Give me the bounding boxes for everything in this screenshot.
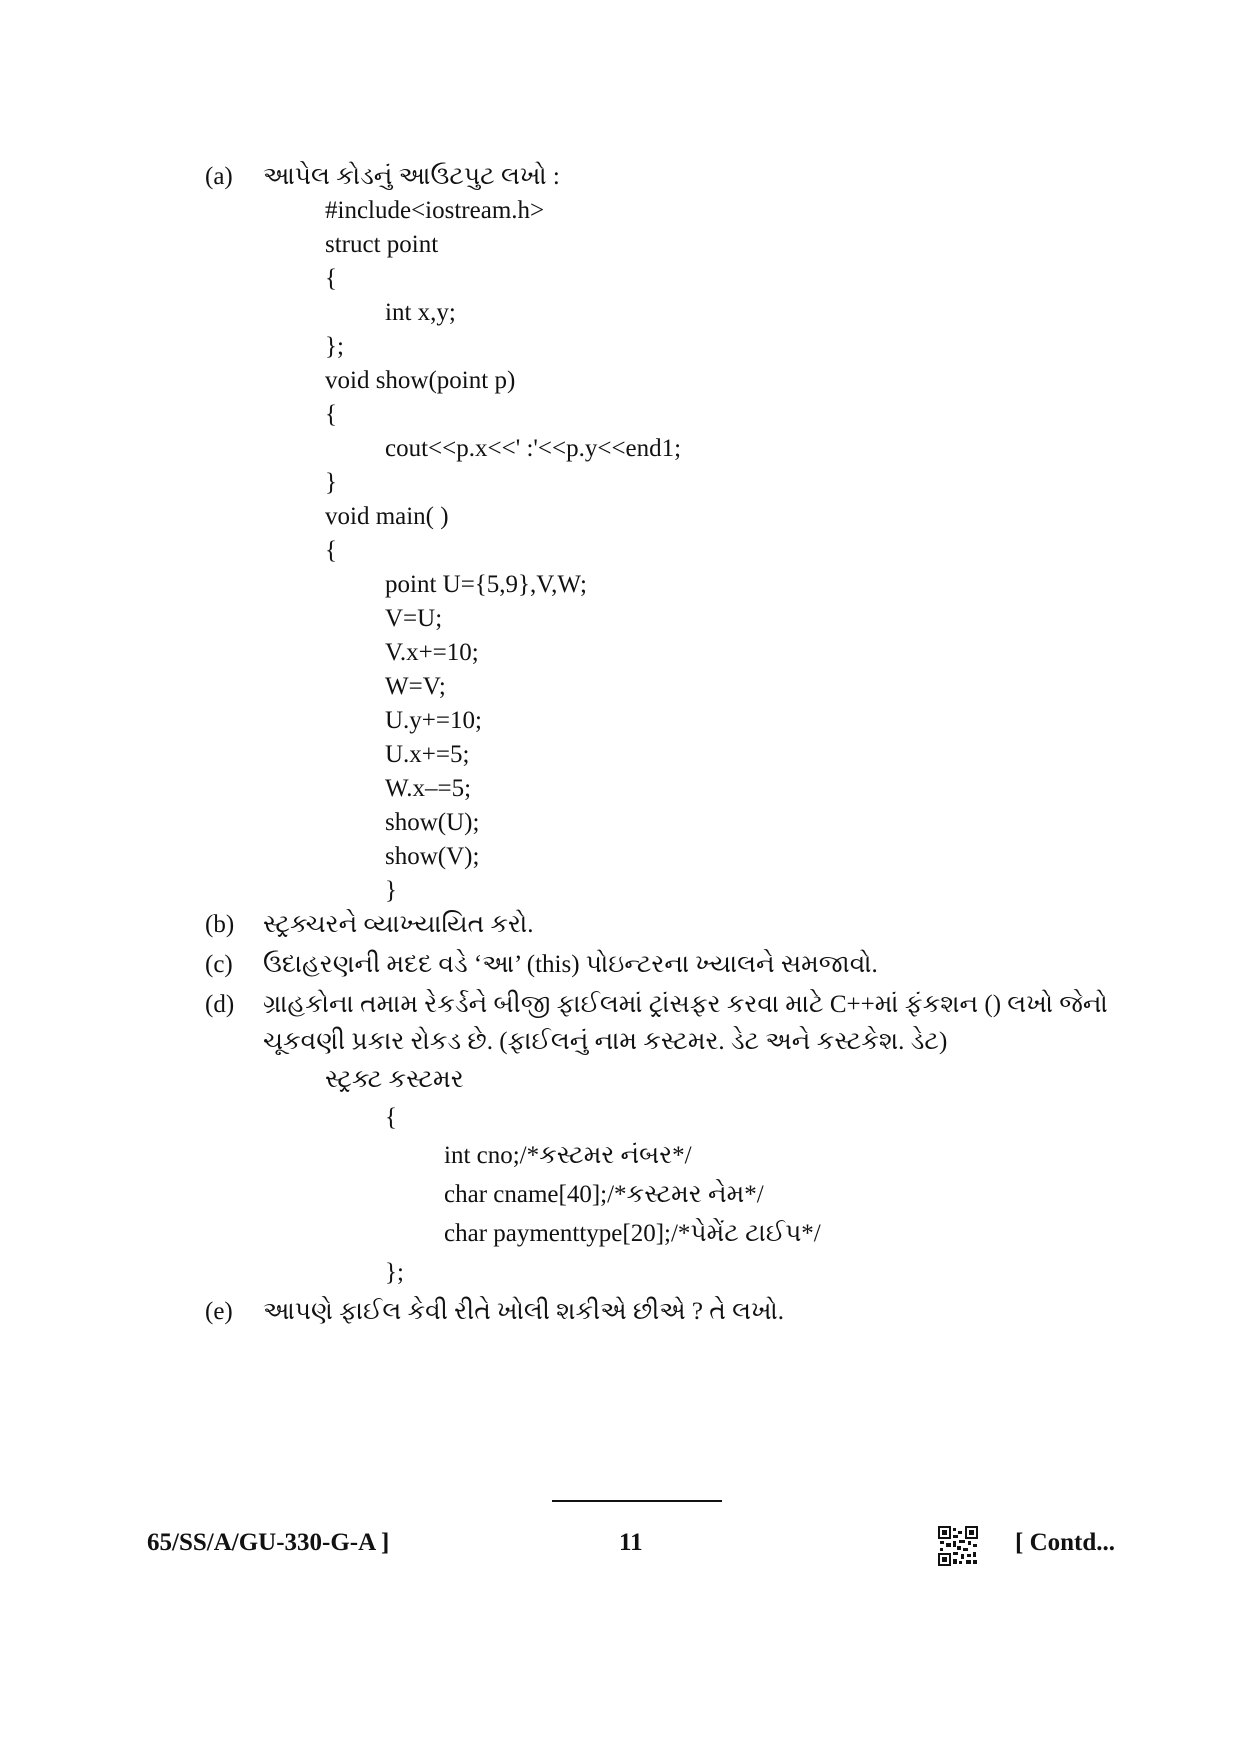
code-line: { <box>385 1104 397 1131</box>
question-c-text: ઉદાહરણની મદદ વડે ‘આ’ (this) પોઇન્ટરના ખ્યાલને સમજાવો. <box>263 951 878 978</box>
code-line: { <box>325 265 337 292</box>
end-rule <box>552 1500 722 1502</box>
code-line: W=V; <box>385 673 446 700</box>
code-line: int cno;/*કસ્ટમર નંબર*/ <box>444 1142 692 1169</box>
qr-code-icon <box>938 1526 978 1566</box>
code-line: }; <box>325 333 344 360</box>
code-line: char paymenttype[20];/*પેમેંટ ટાઈપ*/ <box>444 1220 821 1247</box>
code-line: cout<<p.x<<' :'<<p.y<<end1; <box>385 435 682 462</box>
code-line: point U={5,9},V,W; <box>385 571 587 598</box>
code-line: char cname[40];/*કસ્ટમર નેમ*/ <box>444 1181 764 1208</box>
code-line: struct point <box>325 231 439 258</box>
question-d-text-line1: ગ્રાહકોના તમામ રેકર્ડને બીજી ફાઈલમાં ટ્રાંસફર કરવા માટે C++માં ફંકશન () લખો જેનો <box>263 991 1108 1018</box>
code-line: }; <box>385 1259 404 1286</box>
question-e-text: આપણે ફાઈલ કેવી રીતે ખોલી શકીએ છીએ ? તે લખો. <box>263 1298 785 1325</box>
question-d-label: (d) <box>205 991 235 1018</box>
page-number: 11 <box>619 1529 643 1556</box>
continued-label: [ Contd... <box>1015 1529 1116 1556</box>
question-a-text: આપેલ કોડનું આઉટપુટ લખો : <box>263 163 560 190</box>
code-line: { <box>325 537 337 564</box>
code-line: show(V); <box>385 843 480 870</box>
question-b-text: સ્ટ્રક્ચરને વ્યાખ્યાયિત કરો. <box>263 911 534 938</box>
code-line: #include<iostream.h> <box>325 197 545 224</box>
paper-code: 65/SS/A/GU-330-G-A ] <box>147 1529 390 1556</box>
code-line: U.y+=10; <box>385 707 482 734</box>
question-d-text-line2: ચૂકવણી પ્રકાર રોકડ છે. (ફાઈલનું નામ કસ્ટમર. ડેટ અને કસ્ટકેશ. ડેટ) <box>263 1028 948 1055</box>
code-line: સ્ટ્રક્ટ કસ્ટમર <box>325 1066 464 1093</box>
question-a-label: (a) <box>205 163 233 190</box>
question-e-label: (e) <box>205 1298 233 1325</box>
code-line: void main( ) <box>325 503 449 530</box>
code-line: V.x+=10; <box>385 639 479 666</box>
code-line: { <box>325 401 337 428</box>
code-line: } <box>325 469 337 496</box>
code-line: void show(point p) <box>325 367 516 394</box>
code-line: show(U); <box>385 809 480 836</box>
code-line: int x,y; <box>385 299 456 326</box>
code-line: V=U; <box>385 605 443 632</box>
code-line: U.x+=5; <box>385 741 470 768</box>
code-line: } <box>385 877 397 904</box>
question-c-label: (c) <box>205 951 233 978</box>
code-line: W.x–=5; <box>385 775 472 802</box>
question-b-label: (b) <box>205 911 235 938</box>
